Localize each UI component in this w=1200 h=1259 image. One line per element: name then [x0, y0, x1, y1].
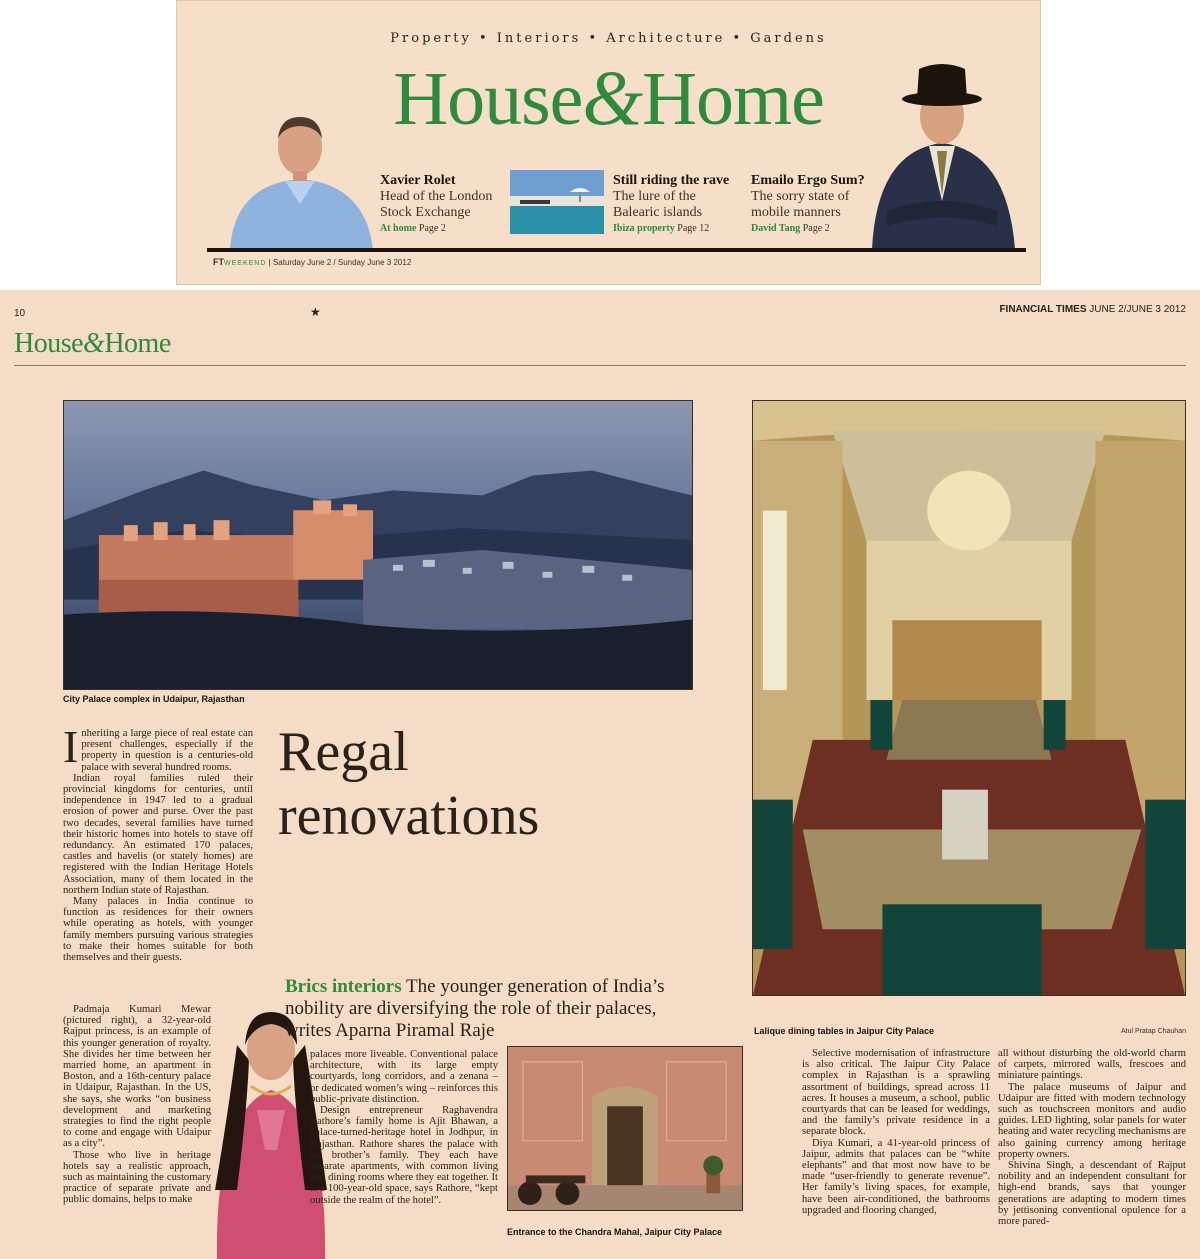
- headline: Regal renovations: [278, 721, 540, 847]
- david-tang-portrait: [867, 51, 1017, 249]
- xavier-rolet-portrait: [225, 109, 375, 249]
- udaipur-palace-photo: [63, 400, 693, 690]
- standfirst: Brics interiors The younger generation of India’s nobility are diversifying the role of their palaces, writes Aparna Piramal Raje: [285, 976, 665, 1041]
- paper-dateline: FINANCIAL TIMES JUNE 2/JUNE 3 2012: [999, 304, 1186, 315]
- star-icon: ★: [310, 305, 321, 319]
- dining-caption: Lalique dining tables in Jaipur City Palace: [754, 1026, 935, 1036]
- entrance-caption: Entrance to the Chandra Mahal, Jaipur City Palace: [507, 1227, 723, 1237]
- teaser-emailo-ergo-sum[interactable]: Emailo Ergo Sum? The sorry state of mobile manners David Tang Page 2: [751, 173, 865, 234]
- teaser-still-riding-the-rave[interactable]: Still riding the rave The lure of the Balearic islands Ibiza property Page 12: [613, 173, 730, 234]
- newspaper-page: [0, 290, 1200, 1259]
- teaser-xavier-rolet[interactable]: Xavier Rolet Head of the London Stock Exchange At home Page 2: [380, 173, 493, 234]
- masthead-rule: [207, 248, 1026, 252]
- brics-interiors-kicker: Brics interiors: [285, 976, 402, 997]
- article-column-2: Padmaja Kumari Mewar (pictured right), a 32-year-old Rajput princess, is an example of this younger generation of royalty. She divides her time between her married home, an apartment in Boston, and a 16th-century palace in Udaipur, Rajasthan. In the US, she says, she works “on business development and marketing strategies to find the right people to come and engage with Udaipur as a city”. Those who live in heritage hotels say a realistic approach, such as maintaining the customary practice of separate private and public domains, helps to make: [63, 1004, 211, 1206]
- masthead-clipping: [176, 0, 1041, 285]
- article-column-3: palaces more liveable. Conventional palace architecture, with its large empty courtyards, long corridors, and a zenana – or dedicated women’s wing – reinforces this public-private distinction. Design entrepreneur Raghavendra Rathore’s family home is Ajit Bhawan, a palace-turned-heritage hotel in Jodhpur, in Rajasthan. Rathore shares the palace with his brother’s family. They each have separate apartments, with common living and dining rooms where they eat together. It is a 100-year-old space, says Rathore, “kept outside the realm of the hotel”.: [310, 1049, 498, 1206]
- chandra-mahal-entrance-photo: [507, 1046, 743, 1211]
- logo-ampersand: &: [582, 54, 643, 141]
- article-column-1: Inheriting a large piece of real estate can present challenges, especially if the property in question is a centuries-old palace with several hundred rooms. Indian royal families ruled their provincial kingdoms for centuries, until independence in 1947 led to a gradual erosion of power and purse. Over the past two decades, several families have turned their historic homes into hotels to stave off redundancy. An estimated 170 palaces, castles and havelis (or stately homes) are registered with the Indian Heritage Hotels Association, many of them located in the northern Indian state of Rajasthan. Many palaces in India continue to function as residences for their owners while operating as hotels, with younger family members pursuing various strategies to make their homes suitable for both themselves and their guests.: [63, 721, 253, 964]
- jaipur-dining-room-photo: [752, 400, 1186, 996]
- article-column-4: Selective modernisation of infrastructure is also critical. The Jaipur City Palace complex in Rajasthan is a sprawling assortment of buildings, spread across 11 acres. It houses a museum, a school, public courtyards that can be leased for weddings, and the family’s private residence in a separate block. Diya Kumari, a 41-year-old princess of Jaipur, admits that palaces can be “white elephants” and that most now have to be made “user-friendly to generate revenue”. Her family’s living spaces, for example, have been air-conditioned, the bathrooms upgraded and flooring changed,: [802, 1048, 990, 1216]
- dining-photo-credit: Atul Pratap Chauhan: [1121, 1028, 1186, 1035]
- udaipur-caption: City Palace complex in Udaipur, Rajasthan: [63, 694, 245, 704]
- page-rule: [14, 365, 1186, 366]
- logo-word-house: House: [393, 57, 583, 141]
- ibiza-pool-thumbnail: [510, 170, 604, 234]
- section-list: Property • Interiors • Architecture • Gardens: [390, 31, 827, 46]
- drop-cap: I: [63, 721, 79, 772]
- logo-word-home: Home: [642, 57, 824, 141]
- masthead-dateline: FTWEEKEND | Saturday June 2 / Sunday June 3 2012: [213, 257, 412, 267]
- article-column-5: all without disturbing the old-world charm of carpets, mirrored walls, frescoes and miniature paintings. The palace museums of Jaipur and Udaipur are fitted with modern technology such as touchscreen monitors and audio guides. LED lighting, solar panels for water heating and water recycling mechanisms are also gaining currency among heritage property owners. Shivina Singh, a descendant of Rajput nobility and an independent consultant for high-end brands, says that younger generations are adapting to modern times by jettisoning conventional opulence for a more pared-: [998, 1048, 1186, 1228]
- section-logo: House&Home: [14, 328, 171, 359]
- page-number: 10: [14, 308, 26, 319]
